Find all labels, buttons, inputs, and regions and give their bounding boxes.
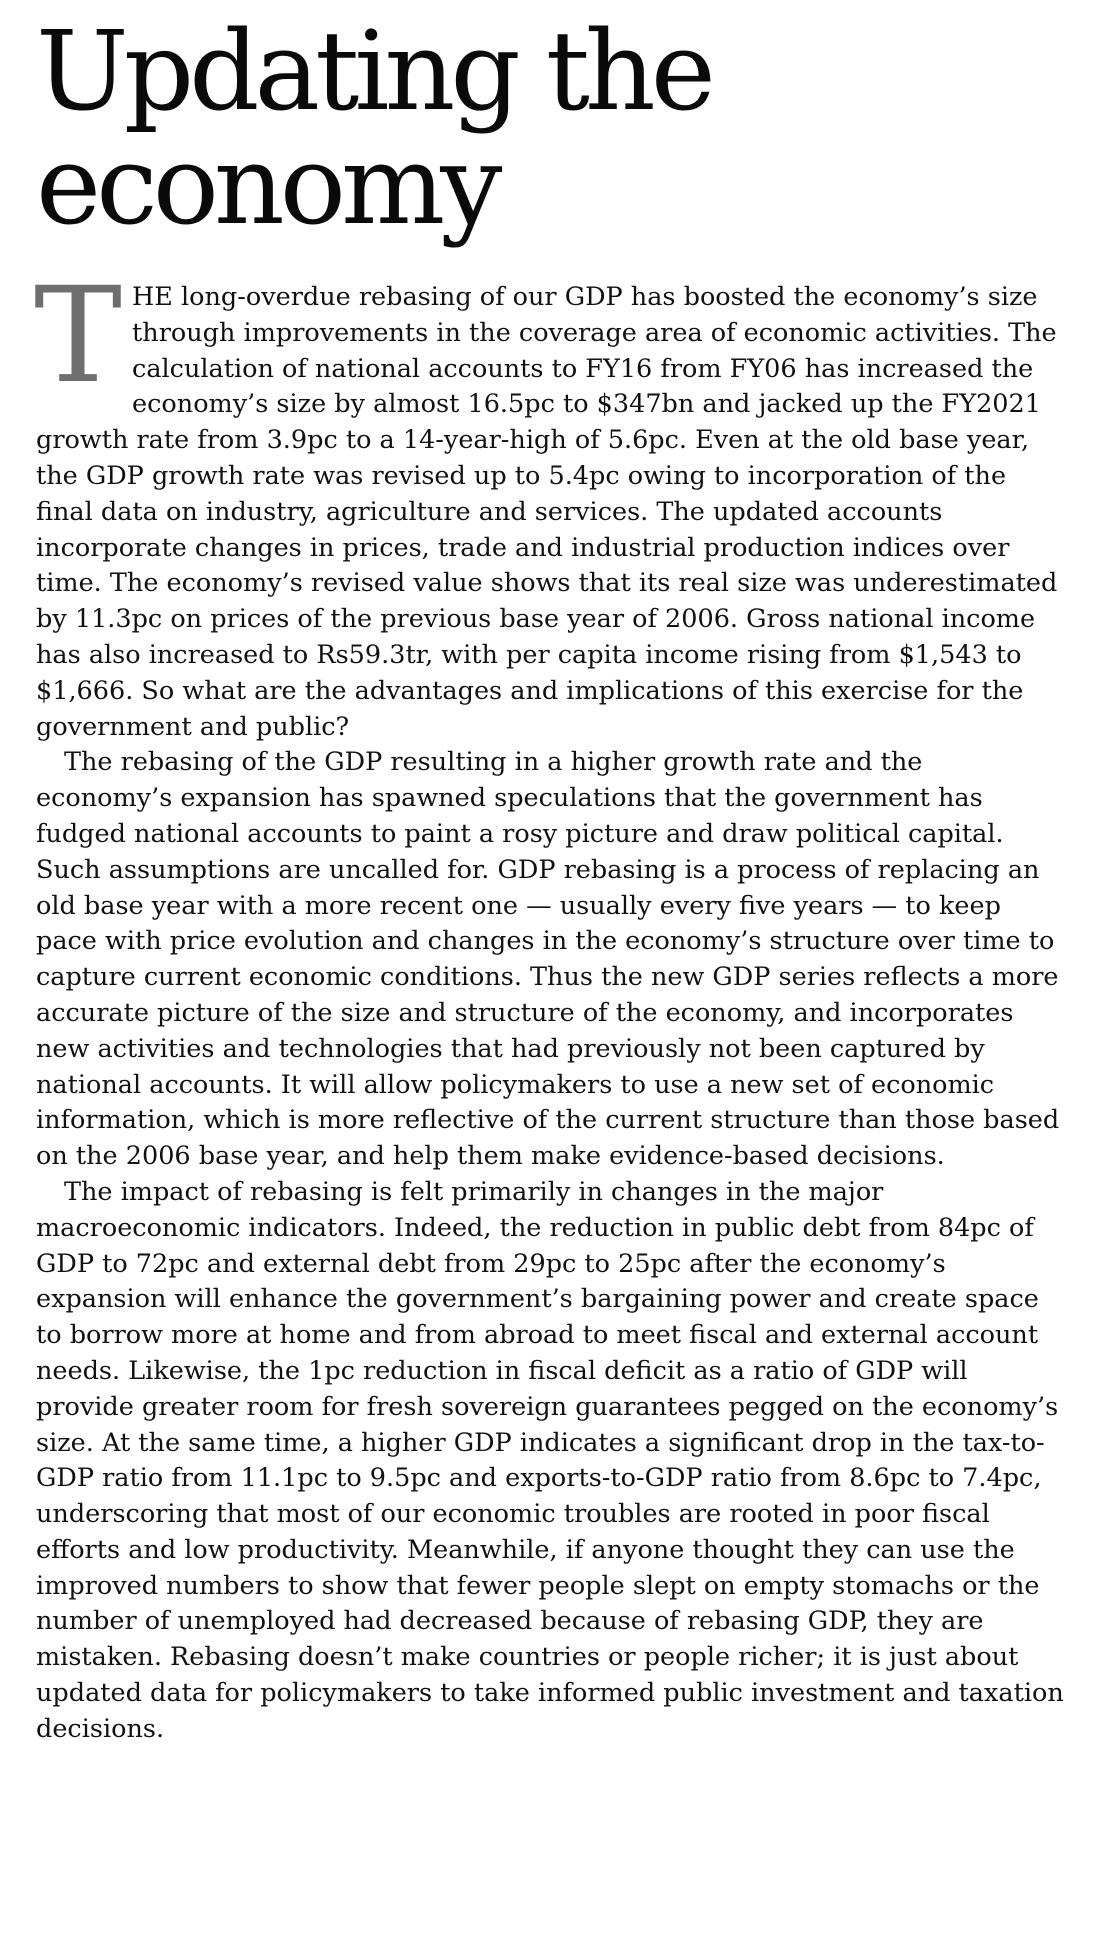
article-body (34, 259, 1066, 1748)
editorial-article (34, 7, 1066, 1748)
paragraph-1 (34, 259, 1066, 745)
drop-cap: T (34, 259, 123, 413)
paragraph-2: The rebasing of the GDP resulting in a higher growth rate and the economy’s expansion has spawned speculations that the government has fudged national accounts to paint a rosy picture and draw political capital. Such assumptions are uncalled for. GDP rebasing is a process of replacing an old base year with a more recent one — usually every five years — to keep pace with price evolution and changes in the economy’s structure over time to capture current economic conditions. Thus the new GDP series reflects a more accurate picture of the size and structure of the economy, and incorporates new activities and technologies that had previously not been captured by national accounts. It will allow policymakers to use a new set of economic information, which is more reflective of the current structure than those based on the 2006 base year, and help them make evidence-based decisions. (36, 747, 1060, 1172)
headline: Updating the economy (36, 7, 711, 249)
paragraph-3: The impact of rebasing is felt primarily in changes in the major macroeconomic indicators. Indeed, the reduction in public debt from 84pc of GDP to 72pc and external debt from 29pc to 25pc after the economy’s expansion will enhance the government’s bargaining power and create space to borrow more at home and from abroad to meet fiscal and external account needs. Likewise, the 1pc reduction in fiscal deficit as a ratio of GDP will provide greater room for fresh sovereign guarantees pegged on the economy’s size. At the same time, a higher GDP indicates a significant drop in the tax-to-GDP ratio from 11.1pc to 9.5pc and exports-to-GDP ratio from 8.6pc to 7.4pc, underscoring that most of our economic troubles are rooted in poor fiscal efforts and low productivity. Meanwhile, if anyone thought they can use the improved numbers to show that fewer people slept on empty stomachs or the number of unemployed had decreased because of rebasing GDP, they are mistaken. Rebasing doesn’t make countries or people richer; it is just about updated data for policymakers to take informed public investment and taxation decisions. (36, 1176, 1064, 1744)
paragraph-1-text: HE long-overdue rebasing of our GDP has boosted the economy’s size through improvements in the coverage area of economic activities. The calculation of national accounts to FY16 from FY06 has increased the economy’s size by almost 16.5pc to $347bn and jacked up the FY2021 growth rate from 3.9pc to a 14-year-high of 5.6pc. Even at the old base year, the GDP growth rate was revised up to 5.4pc owing to incorporation of the final data on industry, agriculture and services. The updated accounts incorporate changes in prices, trade and industrial production indices over time. The economy’s revised value shows that its real size was underestimated by 11.3pc on prices of the previous base year of 2006. Gross national income has also increased to Rs59.3tr, with per capita income rising from $1,543 to $1,666. So what are the advantages and implications of this exercise for the government and public? (36, 282, 1058, 742)
